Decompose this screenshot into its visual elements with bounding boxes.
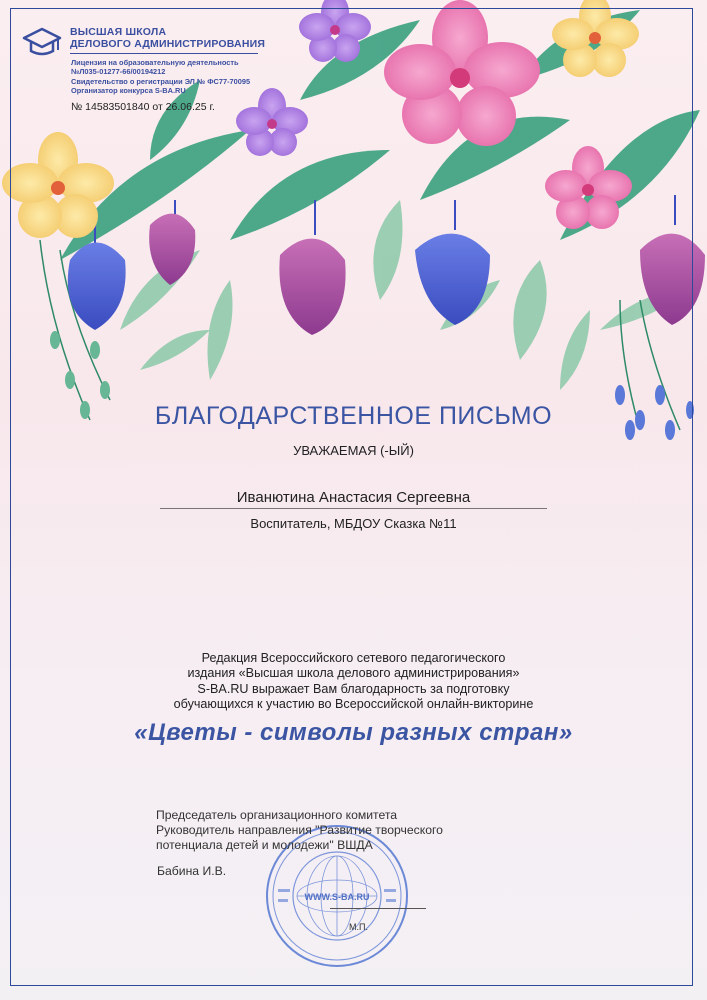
org-name-line2: ДЕЛОВОГО АДМИНИСТРИРОВАНИЯ	[70, 38, 266, 50]
stamp-url: WWW.S-BA.RU	[304, 892, 370, 902]
body-line: обучающихся к участию во Всероссийской онлайн-викторине	[173, 697, 534, 712]
license-line: Лицензия на образовательную деятельность	[71, 58, 239, 67]
signer-title-line: Председатель организационного комитета	[156, 808, 398, 822]
logo-divider	[70, 53, 258, 54]
signer-title-line: потенциала детей и молодежи" ВШДА	[156, 838, 373, 852]
org-name-line1: ВЫСШАЯ ШКОЛА	[70, 26, 167, 38]
graduation-cap-icon	[22, 26, 62, 60]
license-line: №Л035-01277-66/00194212	[71, 67, 166, 77]
certificate-body	[0, 651, 707, 713]
org-logo	[22, 26, 265, 60]
quiz-title: «Цветы - символы разных стран»	[134, 719, 573, 746]
license-line: Организатор конкурса S-BA.RU	[71, 86, 186, 96]
license-line: Свидетельство о регистрации ЭЛ № ФС77-70095	[71, 76, 251, 86]
body-line: Редакция Всероссийского сетевого педагогического	[201, 651, 506, 665]
signer-title-line: Руководитель направления "Развитие творческого	[156, 823, 443, 837]
body-line: S-BA.RU выражает Вам благодарность за подготовку	[197, 681, 510, 696]
name-underline	[160, 508, 547, 509]
signature-block	[156, 808, 443, 853]
certificate-title: БЛАГОДАРСТВЕННОЕ ПИСЬМО	[154, 402, 553, 430]
stamp-mark: М.П.	[349, 922, 368, 932]
license-info	[71, 58, 250, 96]
greeting: УВАЖАЕМАЯ (-ЫЙ)	[293, 443, 414, 458]
signer-name: Бабина И.В.	[157, 864, 227, 878]
document-number: № 14583501840 от 26.06.25 г.	[71, 101, 215, 113]
body-line: издания «Высшая школа делового администрирования»	[187, 666, 520, 681]
recipient-name: Иванютина Анастасия Сергеевна	[236, 489, 471, 506]
recipient-position: Воспитатель, МБДОУ Сказка №11	[250, 516, 457, 531]
signature-line	[330, 908, 426, 909]
